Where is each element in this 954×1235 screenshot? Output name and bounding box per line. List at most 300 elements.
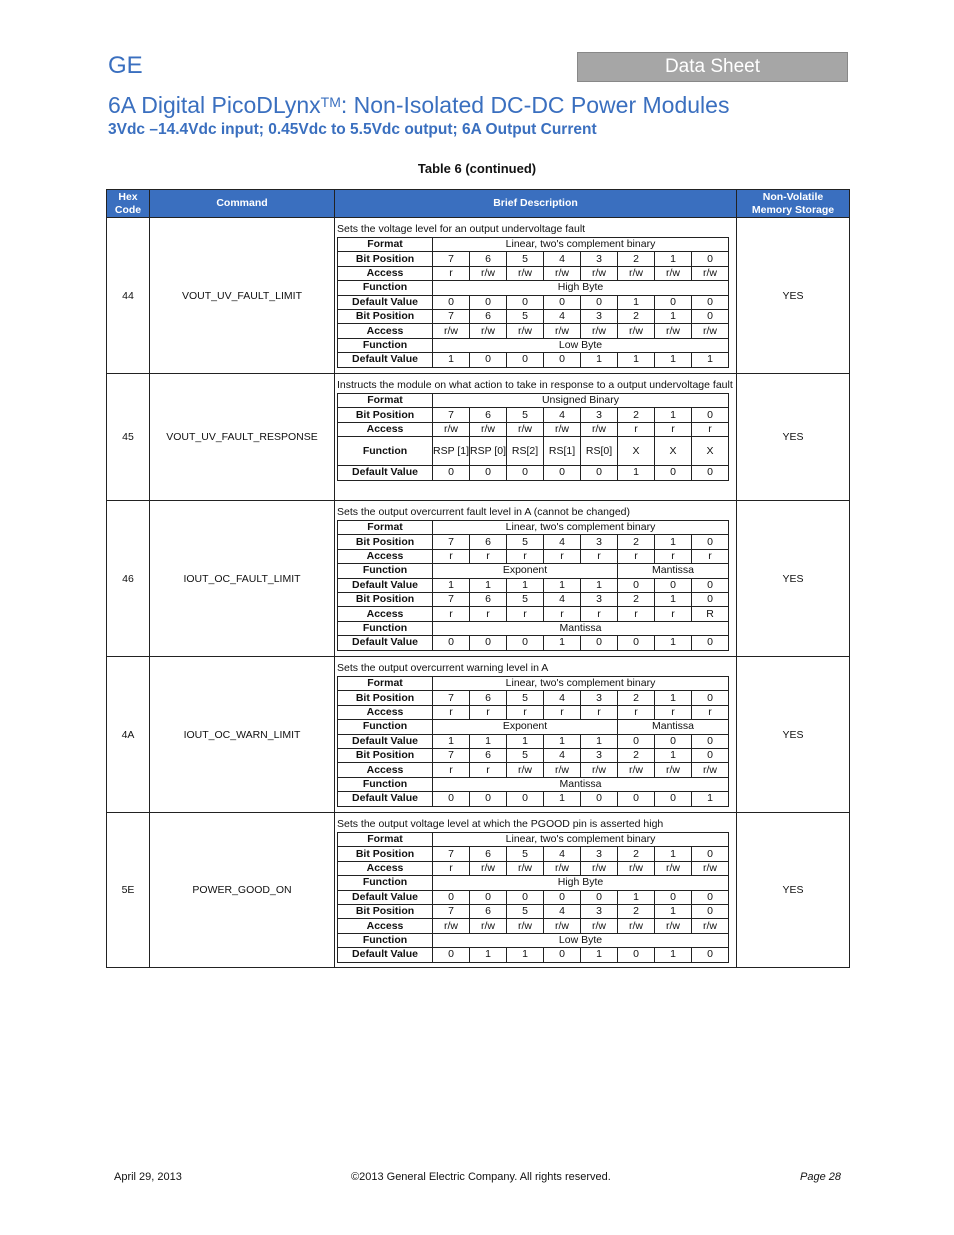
access-cell: r bbox=[470, 705, 507, 719]
default-value-cell: 0 bbox=[581, 295, 618, 309]
register-label: Default Value bbox=[338, 792, 433, 806]
register-row-function bbox=[338, 437, 729, 466]
register-row-format bbox=[338, 833, 729, 847]
command-name-cell: VOUT_UV_FAULT_LIMIT bbox=[150, 218, 335, 374]
register-label: Bit Position bbox=[338, 535, 433, 549]
default-value-cell: 1 bbox=[507, 578, 544, 592]
access-cell: r/w bbox=[470, 861, 507, 875]
default-value-cell: 0 bbox=[507, 353, 544, 367]
register-label: Default Value bbox=[338, 948, 433, 962]
command-name-cell: IOUT_OC_WARN_LIMIT bbox=[150, 657, 335, 813]
access-cell: r bbox=[544, 705, 581, 719]
header-command: Command bbox=[150, 190, 335, 218]
default-value-cell: 0 bbox=[618, 734, 655, 748]
register-label: Function bbox=[338, 933, 433, 947]
register-row-default-value bbox=[338, 734, 729, 748]
bit-position-cell: 0 bbox=[692, 748, 729, 762]
register-row-bit-position bbox=[338, 691, 729, 705]
bit-position-cell: 4 bbox=[544, 592, 581, 606]
default-value-cell: 1 bbox=[507, 734, 544, 748]
access-cell: r bbox=[544, 607, 581, 621]
register-row-access bbox=[338, 919, 729, 933]
default-value-cell: 0 bbox=[581, 466, 618, 480]
non-volatile-cell: YES bbox=[737, 374, 850, 501]
function-cell: Mantissa bbox=[618, 564, 729, 578]
register-row-default-value bbox=[338, 578, 729, 592]
default-value-cell: 0 bbox=[544, 295, 581, 309]
access-cell: r/w bbox=[618, 919, 655, 933]
function-cell: RSP [0] bbox=[470, 437, 507, 466]
access-cell: r/w bbox=[507, 861, 544, 875]
access-cell: r bbox=[507, 705, 544, 719]
bit-position-cell: 7 bbox=[433, 691, 470, 705]
register-row-default-value bbox=[338, 792, 729, 806]
default-value-cell: 0 bbox=[581, 890, 618, 904]
register-label: Bit Position bbox=[338, 252, 433, 266]
bit-position-cell: 1 bbox=[655, 408, 692, 422]
bit-position-cell: 7 bbox=[433, 904, 470, 918]
access-cell: r/w bbox=[544, 861, 581, 875]
access-cell: r bbox=[433, 861, 470, 875]
bit-position-cell: 4 bbox=[544, 535, 581, 549]
register-label: Bit Position bbox=[338, 904, 433, 918]
register-row-bit-position bbox=[338, 904, 729, 918]
bit-position-cell: 6 bbox=[470, 748, 507, 762]
description-text: Sets the output overcurrent warning level in A bbox=[337, 662, 549, 674]
register-row-format bbox=[338, 238, 729, 252]
register-row-bit-position bbox=[338, 408, 729, 422]
default-value-cell: 1 bbox=[692, 353, 729, 367]
bit-position-cell: 6 bbox=[470, 309, 507, 323]
header-hex-code: Hex Code bbox=[107, 190, 150, 218]
function-cell: Low Byte bbox=[433, 338, 729, 352]
register-label: Access bbox=[338, 549, 433, 563]
access-cell: r bbox=[692, 549, 729, 563]
access-cell: r/w bbox=[507, 422, 544, 436]
command-name-cell: POWER_GOOD_ON bbox=[150, 813, 335, 968]
default-value-cell: 0 bbox=[655, 792, 692, 806]
register-label: Bit Position bbox=[338, 408, 433, 422]
default-value-cell: 1 bbox=[470, 734, 507, 748]
command-row bbox=[107, 813, 850, 968]
bit-position-cell: 5 bbox=[507, 252, 544, 266]
register-row-access bbox=[338, 607, 729, 621]
register-label: Default Value bbox=[338, 295, 433, 309]
default-value-cell: 1 bbox=[655, 636, 692, 650]
default-value-cell: 1 bbox=[618, 890, 655, 904]
bit-position-cell: 0 bbox=[692, 309, 729, 323]
register-row-access bbox=[338, 266, 729, 280]
bit-position-cell: 0 bbox=[692, 252, 729, 266]
page-subtitle: 3Vdc –14.4Vdc input; 0.45Vdc to 5.5Vdc output; 6A Output Current bbox=[108, 121, 597, 138]
default-value-cell: 1 bbox=[544, 578, 581, 592]
access-cell: r bbox=[581, 607, 618, 621]
access-cell: r/w bbox=[507, 919, 544, 933]
bit-position-cell: 1 bbox=[655, 592, 692, 606]
footer-date: April 29, 2013 bbox=[114, 1171, 182, 1183]
description-cell bbox=[335, 218, 737, 374]
function-cell: RSP [1] bbox=[433, 437, 470, 466]
access-cell: r/w bbox=[544, 266, 581, 280]
function-cell: Low Byte bbox=[433, 933, 729, 947]
non-volatile-cell: YES bbox=[737, 501, 850, 657]
command-row bbox=[107, 218, 850, 374]
register-label: Access bbox=[338, 919, 433, 933]
access-cell: r bbox=[655, 705, 692, 719]
register-row-default-value bbox=[338, 948, 729, 962]
bit-position-cell: 6 bbox=[470, 592, 507, 606]
access-cell: r/w bbox=[581, 324, 618, 338]
function-cell: X bbox=[692, 437, 729, 466]
default-value-cell: 0 bbox=[618, 948, 655, 962]
register-row-access bbox=[338, 549, 729, 563]
access-cell: r bbox=[507, 607, 544, 621]
bit-position-cell: 4 bbox=[544, 408, 581, 422]
register-label: Format bbox=[338, 394, 433, 408]
register-label: Access bbox=[338, 266, 433, 280]
default-value-cell: 1 bbox=[581, 578, 618, 592]
bit-position-cell: 6 bbox=[470, 847, 507, 861]
register-label: Format bbox=[338, 677, 433, 691]
access-cell: r bbox=[581, 705, 618, 719]
hex-code-cell: 45 bbox=[107, 374, 150, 501]
function-cell: Mantissa bbox=[618, 720, 729, 734]
access-cell: r/w bbox=[544, 422, 581, 436]
default-value-cell: 0 bbox=[655, 734, 692, 748]
register-row-access bbox=[338, 422, 729, 436]
default-value-cell: 0 bbox=[507, 636, 544, 650]
access-cell: r bbox=[433, 705, 470, 719]
access-cell: r bbox=[692, 422, 729, 436]
register-row-bit-position bbox=[338, 847, 729, 861]
access-cell: r/w bbox=[544, 324, 581, 338]
bit-position-cell: 5 bbox=[507, 592, 544, 606]
default-value-cell: 0 bbox=[655, 295, 692, 309]
register-row-function bbox=[338, 621, 729, 635]
hex-code-cell: 44 bbox=[107, 218, 150, 374]
bit-position-cell: 3 bbox=[581, 847, 618, 861]
register-map-table bbox=[337, 237, 729, 368]
bit-position-cell: 6 bbox=[470, 535, 507, 549]
bit-position-cell: 2 bbox=[618, 748, 655, 762]
default-value-cell: 1 bbox=[470, 578, 507, 592]
default-value-cell: 0 bbox=[544, 466, 581, 480]
command-row bbox=[107, 657, 850, 813]
default-value-cell: 1 bbox=[655, 353, 692, 367]
register-row-function bbox=[338, 876, 729, 890]
command-row bbox=[107, 374, 850, 501]
access-cell: r/w bbox=[433, 422, 470, 436]
default-value-cell: 0 bbox=[544, 948, 581, 962]
register-label: Access bbox=[338, 705, 433, 719]
description-text: Sets the output overcurrent fault level in A (cannot be changed) bbox=[337, 506, 631, 518]
register-label: Bit Position bbox=[338, 691, 433, 705]
bit-position-cell: 5 bbox=[507, 408, 544, 422]
register-label: Function bbox=[338, 720, 433, 734]
bit-position-cell: 3 bbox=[581, 592, 618, 606]
command-name-cell: VOUT_UV_FAULT_RESPONSE bbox=[150, 374, 335, 501]
default-value-cell: 0 bbox=[655, 466, 692, 480]
bit-position-cell: 2 bbox=[618, 847, 655, 861]
access-cell: r/w bbox=[470, 324, 507, 338]
register-label: Function bbox=[338, 621, 433, 635]
bit-position-cell: 1 bbox=[655, 535, 692, 549]
format-value: Unsigned Binary bbox=[433, 394, 729, 408]
default-value-cell: 1 bbox=[470, 948, 507, 962]
register-row-access bbox=[338, 324, 729, 338]
default-value-cell: 0 bbox=[470, 466, 507, 480]
register-row-function bbox=[338, 720, 729, 734]
default-value-cell: 0 bbox=[470, 890, 507, 904]
register-label: Function bbox=[338, 876, 433, 890]
access-cell: r/w bbox=[544, 919, 581, 933]
default-value-cell: 0 bbox=[692, 734, 729, 748]
bit-position-cell: 6 bbox=[470, 408, 507, 422]
default-value-cell: 0 bbox=[433, 466, 470, 480]
register-row-default-value bbox=[338, 636, 729, 650]
title-main: 6A Digital PicoDLynx bbox=[108, 92, 321, 118]
default-value-cell: 0 bbox=[507, 466, 544, 480]
default-value-cell: 0 bbox=[433, 295, 470, 309]
default-value-cell: 0 bbox=[655, 578, 692, 592]
bit-position-cell: 7 bbox=[433, 309, 470, 323]
access-cell: r/w bbox=[618, 861, 655, 875]
default-value-cell: 0 bbox=[433, 792, 470, 806]
bit-position-cell: 2 bbox=[618, 252, 655, 266]
footer-copyright: ©2013 General Electric Company. All rights reserved. bbox=[351, 1171, 611, 1183]
bit-position-cell: 2 bbox=[618, 691, 655, 705]
register-label: Default Value bbox=[338, 890, 433, 904]
default-value-cell: 0 bbox=[581, 636, 618, 650]
default-value-cell: 0 bbox=[692, 636, 729, 650]
default-value-cell: 0 bbox=[433, 948, 470, 962]
register-label: Function bbox=[338, 437, 433, 466]
bit-position-cell: 0 bbox=[692, 904, 729, 918]
function-cell: Exponent bbox=[433, 564, 618, 578]
bit-position-cell: 4 bbox=[544, 691, 581, 705]
access-cell: r bbox=[433, 549, 470, 563]
access-cell: r bbox=[618, 422, 655, 436]
default-value-cell: 1 bbox=[544, 792, 581, 806]
bit-position-cell: 4 bbox=[544, 847, 581, 861]
register-label: Bit Position bbox=[338, 748, 433, 762]
bit-position-cell: 4 bbox=[544, 904, 581, 918]
bit-position-cell: 1 bbox=[655, 309, 692, 323]
access-cell: r/w bbox=[655, 861, 692, 875]
access-cell: r bbox=[692, 705, 729, 719]
register-label: Default Value bbox=[338, 578, 433, 592]
bit-position-cell: 7 bbox=[433, 408, 470, 422]
default-value-cell: 0 bbox=[433, 636, 470, 650]
bit-position-cell: 1 bbox=[655, 691, 692, 705]
register-row-default-value bbox=[338, 353, 729, 367]
bit-position-cell: 5 bbox=[507, 309, 544, 323]
description-text: Instructs the module on what action to take in response to a output undervoltage fault bbox=[337, 379, 733, 391]
bit-position-cell: 0 bbox=[692, 408, 729, 422]
register-label: Function bbox=[338, 281, 433, 295]
access-cell: r/w bbox=[507, 763, 544, 777]
register-label: Access bbox=[338, 422, 433, 436]
bit-position-cell: 4 bbox=[544, 748, 581, 762]
register-map-table bbox=[337, 520, 729, 651]
bit-position-cell: 0 bbox=[692, 847, 729, 861]
access-cell: r bbox=[470, 763, 507, 777]
register-label: Function bbox=[338, 338, 433, 352]
default-value-cell: 0 bbox=[544, 353, 581, 367]
register-row-format bbox=[338, 394, 729, 408]
format-value: Linear, two's complement binary bbox=[433, 238, 729, 252]
register-row-function bbox=[338, 777, 729, 791]
default-value-cell: 0 bbox=[470, 792, 507, 806]
bit-position-cell: 0 bbox=[692, 592, 729, 606]
bit-position-cell: 6 bbox=[470, 252, 507, 266]
access-cell: r/w bbox=[507, 324, 544, 338]
description-cell bbox=[335, 813, 737, 968]
access-cell: r/w bbox=[692, 861, 729, 875]
function-cell: X bbox=[655, 437, 692, 466]
register-row-default-value bbox=[338, 466, 729, 480]
default-value-cell: 1 bbox=[618, 353, 655, 367]
access-cell: r/w bbox=[692, 324, 729, 338]
register-row-access bbox=[338, 763, 729, 777]
ge-logo: GE bbox=[108, 52, 143, 79]
register-row-format bbox=[338, 677, 729, 691]
access-cell: r/w bbox=[655, 324, 692, 338]
access-cell: r/w bbox=[618, 266, 655, 280]
access-cell: R bbox=[692, 607, 729, 621]
register-label: Default Value bbox=[338, 353, 433, 367]
access-cell: r/w bbox=[470, 422, 507, 436]
default-value-cell: 0 bbox=[618, 578, 655, 592]
bit-position-cell: 1 bbox=[655, 748, 692, 762]
default-value-cell: 0 bbox=[470, 295, 507, 309]
header-row bbox=[107, 190, 850, 218]
bit-position-cell: 1 bbox=[655, 847, 692, 861]
header-non-volatile: Non-Volatile Memory Storage bbox=[737, 190, 850, 218]
bit-position-cell: 0 bbox=[692, 691, 729, 705]
default-value-cell: 0 bbox=[470, 636, 507, 650]
register-label: Default Value bbox=[338, 636, 433, 650]
bit-position-cell: 1 bbox=[655, 252, 692, 266]
default-value-cell: 1 bbox=[581, 353, 618, 367]
bit-position-cell: 1 bbox=[655, 904, 692, 918]
non-volatile-cell: YES bbox=[737, 218, 850, 374]
description-text: Sets the voltage level for an output undervoltage fault bbox=[337, 223, 586, 235]
access-cell: r bbox=[433, 607, 470, 621]
description-cell bbox=[335, 374, 737, 501]
access-cell: r/w bbox=[581, 422, 618, 436]
bit-position-cell: 0 bbox=[692, 535, 729, 549]
access-cell: r bbox=[618, 607, 655, 621]
access-cell: r/w bbox=[470, 919, 507, 933]
default-value-cell: 1 bbox=[433, 734, 470, 748]
register-label: Bit Position bbox=[338, 847, 433, 861]
register-row-function bbox=[338, 338, 729, 352]
default-value-cell: 0 bbox=[692, 890, 729, 904]
hex-code-cell: 4A bbox=[107, 657, 150, 813]
description-cell bbox=[335, 501, 737, 657]
register-row-default-value bbox=[338, 890, 729, 904]
register-label: Default Value bbox=[338, 466, 433, 480]
access-cell: r/w bbox=[692, 919, 729, 933]
default-value-cell: 0 bbox=[618, 636, 655, 650]
access-cell: r bbox=[581, 549, 618, 563]
format-value: Linear, two's complement binary bbox=[433, 521, 729, 535]
access-cell: r/w bbox=[692, 266, 729, 280]
access-cell: r bbox=[470, 549, 507, 563]
access-cell: r/w bbox=[581, 266, 618, 280]
access-cell: r/w bbox=[433, 324, 470, 338]
register-row-access bbox=[338, 705, 729, 719]
bit-position-cell: 2 bbox=[618, 535, 655, 549]
default-value-cell: 0 bbox=[507, 890, 544, 904]
bit-position-cell: 7 bbox=[433, 748, 470, 762]
function-cell: Exponent bbox=[433, 720, 618, 734]
function-cell: RS[1] bbox=[544, 437, 581, 466]
bit-position-cell: 5 bbox=[507, 748, 544, 762]
description-text: Sets the output voltage level at which the PGOOD pin is asserted high bbox=[337, 818, 664, 830]
default-value-cell: 1 bbox=[618, 466, 655, 480]
bit-position-cell: 2 bbox=[618, 904, 655, 918]
access-cell: r bbox=[433, 763, 470, 777]
access-cell: r bbox=[655, 422, 692, 436]
register-row-function bbox=[338, 933, 729, 947]
default-value-cell: 0 bbox=[581, 792, 618, 806]
default-value-cell: 0 bbox=[507, 792, 544, 806]
title-rest: : Non-Isolated DC-DC Power Modules bbox=[340, 92, 730, 118]
default-value-cell: 0 bbox=[692, 295, 729, 309]
default-value-cell: 0 bbox=[507, 295, 544, 309]
default-value-cell: 1 bbox=[507, 948, 544, 962]
access-cell: r/w bbox=[692, 763, 729, 777]
bit-position-cell: 4 bbox=[544, 252, 581, 266]
register-label: Format bbox=[338, 238, 433, 252]
default-value-cell: 1 bbox=[581, 734, 618, 748]
bit-position-cell: 3 bbox=[581, 535, 618, 549]
access-cell: r bbox=[470, 607, 507, 621]
bit-position-cell: 3 bbox=[581, 252, 618, 266]
register-label: Access bbox=[338, 324, 433, 338]
default-value-cell: 1 bbox=[544, 734, 581, 748]
bit-position-cell: 3 bbox=[581, 691, 618, 705]
command-table bbox=[106, 189, 850, 968]
access-cell: r bbox=[507, 549, 544, 563]
register-row-function bbox=[338, 281, 729, 295]
title-trademark: TM bbox=[320, 94, 341, 110]
access-cell: r/w bbox=[581, 763, 618, 777]
access-cell: r bbox=[433, 266, 470, 280]
default-value-cell: 0 bbox=[618, 792, 655, 806]
function-cell: High Byte bbox=[433, 876, 729, 890]
function-cell: Mantissa bbox=[433, 777, 729, 791]
default-value-cell: 0 bbox=[692, 466, 729, 480]
bit-position-cell: 7 bbox=[433, 535, 470, 549]
function-cell: RS[0] bbox=[581, 437, 618, 466]
bit-position-cell: 2 bbox=[618, 309, 655, 323]
register-label: Format bbox=[338, 521, 433, 535]
access-cell: r/w bbox=[581, 919, 618, 933]
register-label: Function bbox=[338, 564, 433, 578]
page-title bbox=[108, 92, 729, 119]
access-cell: r/w bbox=[433, 919, 470, 933]
bit-position-cell: 2 bbox=[618, 592, 655, 606]
access-cell: r/w bbox=[655, 763, 692, 777]
register-label: Access bbox=[338, 861, 433, 875]
datasheet-banner: Data Sheet bbox=[577, 52, 848, 82]
access-cell: r/w bbox=[507, 266, 544, 280]
access-cell: r/w bbox=[470, 266, 507, 280]
non-volatile-cell: YES bbox=[737, 657, 850, 813]
